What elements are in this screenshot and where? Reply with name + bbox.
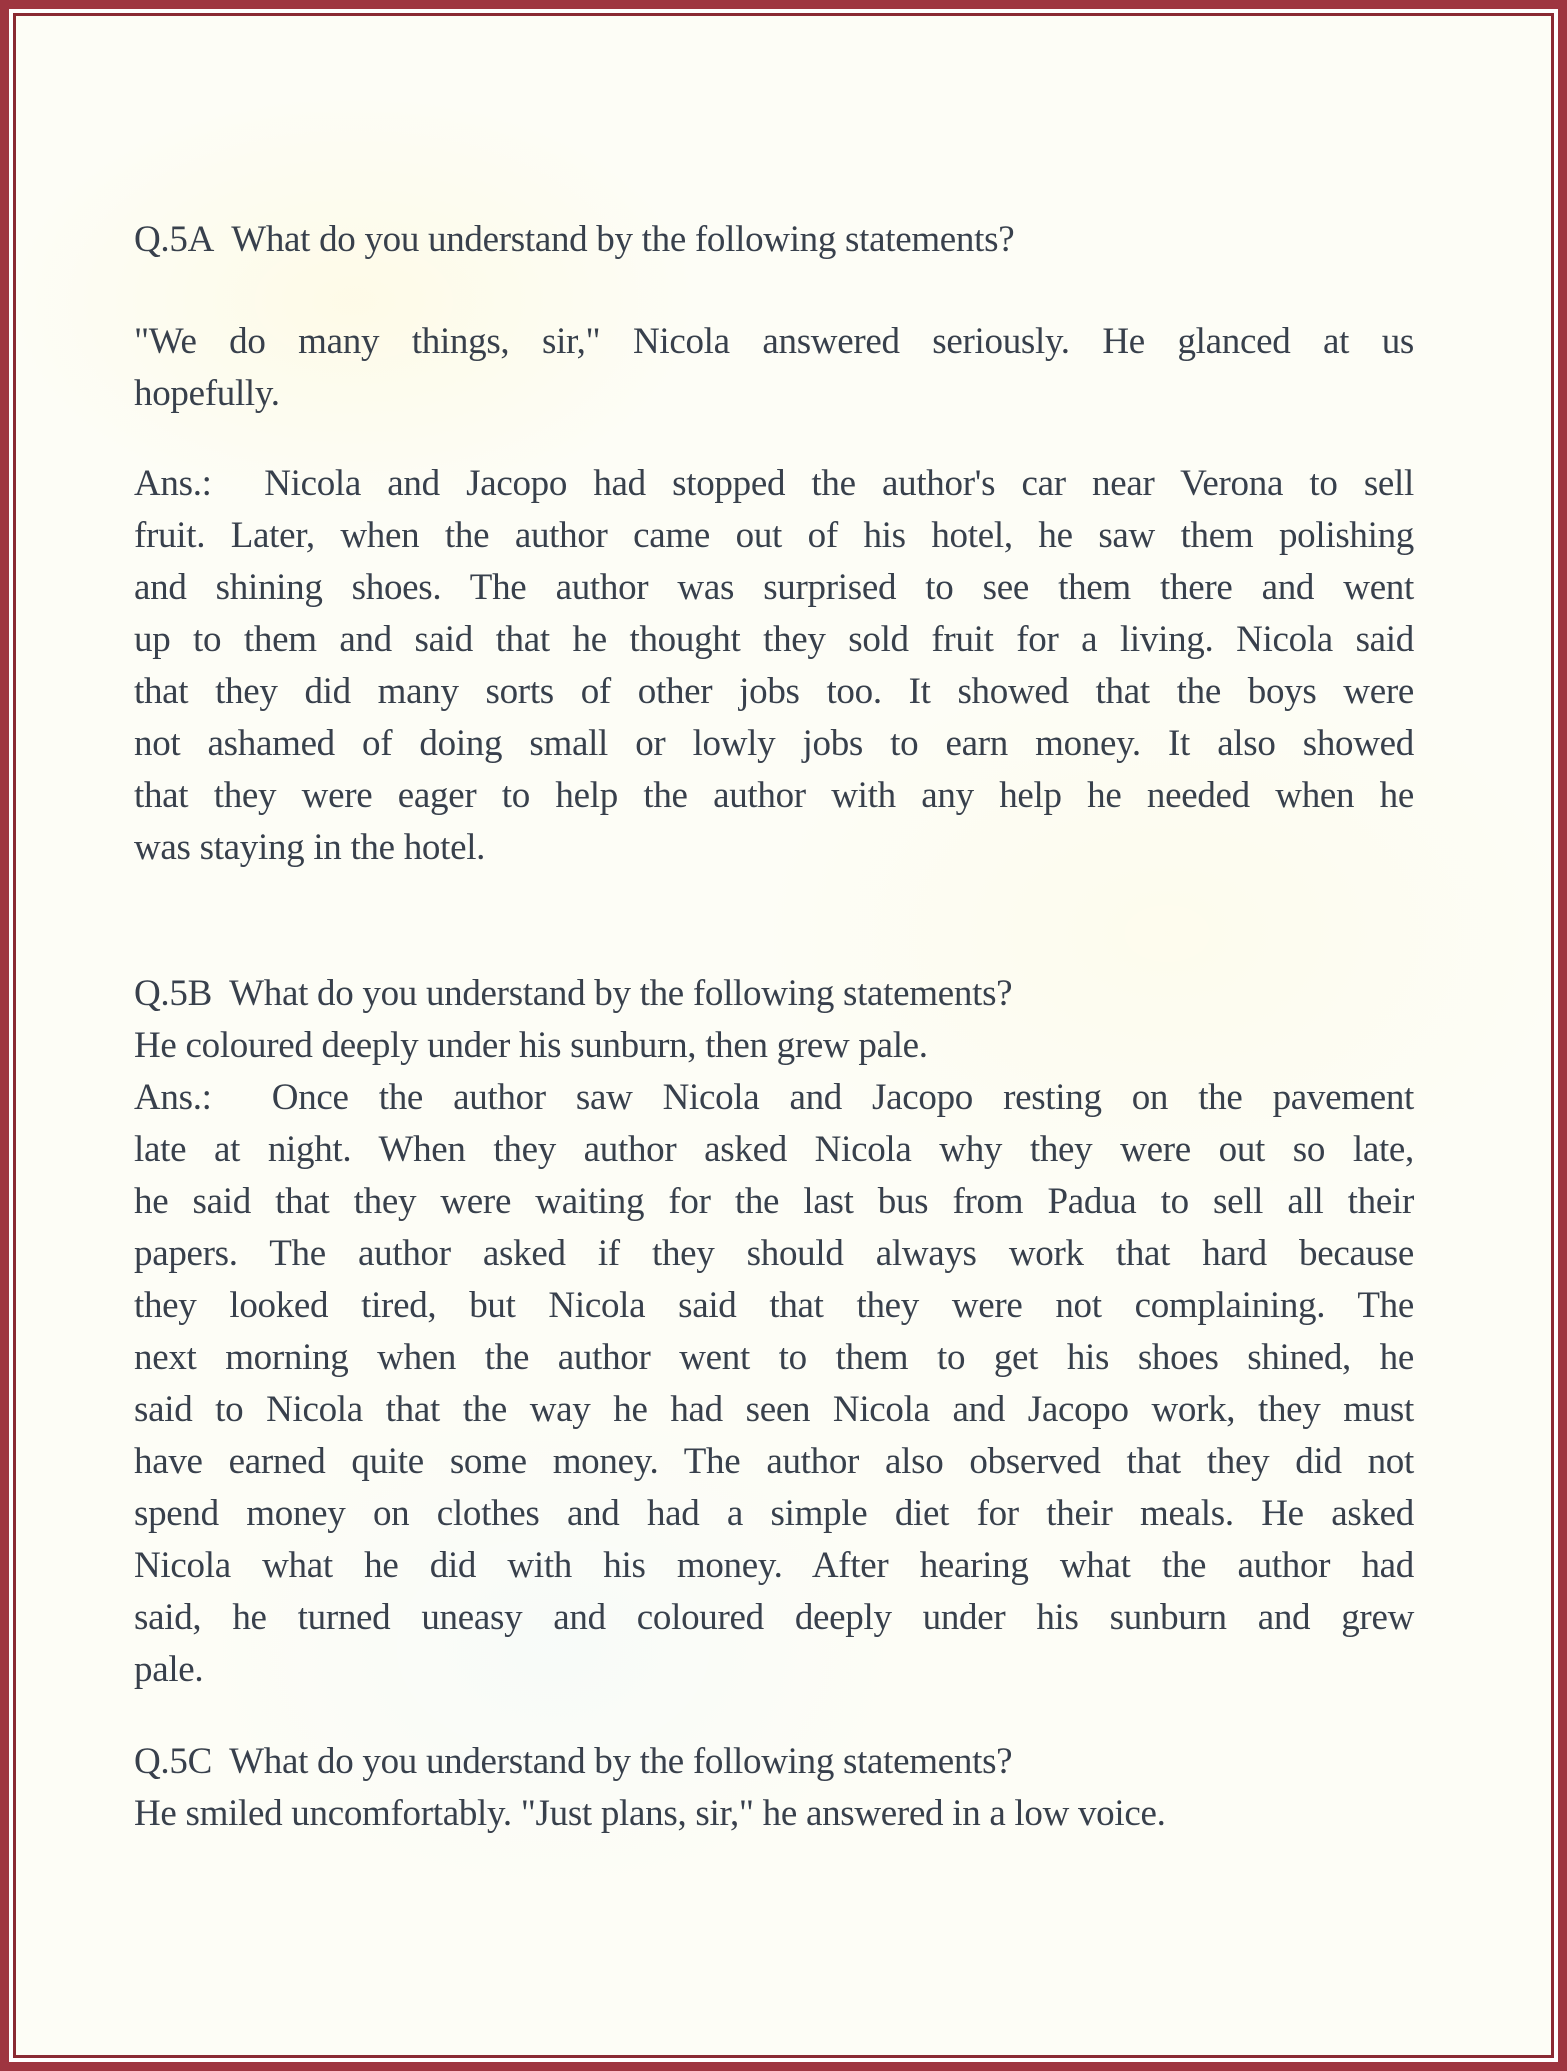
question-q5c: Q.5C What do you understand by the following statements? [134,1741,1013,1782]
text-line: Ans.: Nicola and Jacopo had stopped the author's car near Verona to sell [134,463,1414,504]
text-line: said, he turned uneasy and coloured deeply under his sunburn and grew [134,1597,1414,1638]
inner-border-frame [13,13,1554,2058]
text-line: spend money on clothes and had a simple diet for their meals. He asked [134,1493,1414,1534]
section-q5b [134,968,1414,1696]
text-line: that they did many sorts of other jobs too. It showed that the boys were [134,671,1414,712]
question-q5a: Q.5A What do you understand by the following statements? [134,219,1015,260]
quote-paragraph-q5c [134,1788,1414,1840]
text-line: "We do many things, sir," Nicola answered seriously. He glanced at us [134,321,1414,362]
section-q5c [134,1736,1414,1840]
answer-paragraph-q5b [134,1072,1414,1696]
text-line: He coloured deeply under his sunburn, then grew pale. [134,1025,928,1066]
text-line: Ans.: Once the author saw Nicola and Jacopo resting on the pavement [134,1077,1414,1118]
section-q5a [134,214,1414,874]
text-line: papers. The author asked if they should always work that hard because [134,1233,1414,1274]
text-line: Nicola what he did with his money. After hearing what the author had [134,1545,1414,1586]
text-line: have earned quite some money. The author also observed that they did not [134,1441,1414,1482]
text-line: up to them and said that he thought they sold fruit for a living. Nicola said [134,619,1414,660]
page-content [16,16,1551,2055]
text-line: fruit. Later, when the author came out of his hotel, he saw them polishing [134,515,1414,556]
text-line: was staying in the hotel. [134,827,486,868]
quote-paragraph-q5a [134,316,1414,420]
question-q5b: Q.5B What do you understand by the following statements? [134,973,1013,1014]
text-line: and shining shoes. The author was surprised to see them there and went [134,567,1414,608]
quote-paragraph-q5b [134,1020,1414,1072]
text-line: next morning when the author went to them to get his shoes shined, he [134,1337,1414,1378]
text-line: that they were eager to help the author with any help he needed when he [134,775,1414,816]
text-line: he said that they were waiting for the last bus from Padua to sell all their [134,1181,1414,1222]
text-line: said to Nicola that the way he had seen Nicola and Jacopo work, they must [134,1389,1414,1430]
text-line: pale. [134,1649,204,1690]
text-line: late at night. When they author asked Nicola why they were out so late, [134,1129,1414,1170]
text-line: not ashamed of doing small or lowly jobs to earn money. It also showed [134,723,1414,764]
text-line: they looked tired, but Nicola said that they were not complaining. The [134,1285,1414,1326]
answer-paragraph-q5a [134,458,1414,874]
text-line: He smiled uncomfortably. "Just plans, sir," he answered in a low voice. [134,1793,1166,1834]
text-line: hopefully. [134,373,280,414]
